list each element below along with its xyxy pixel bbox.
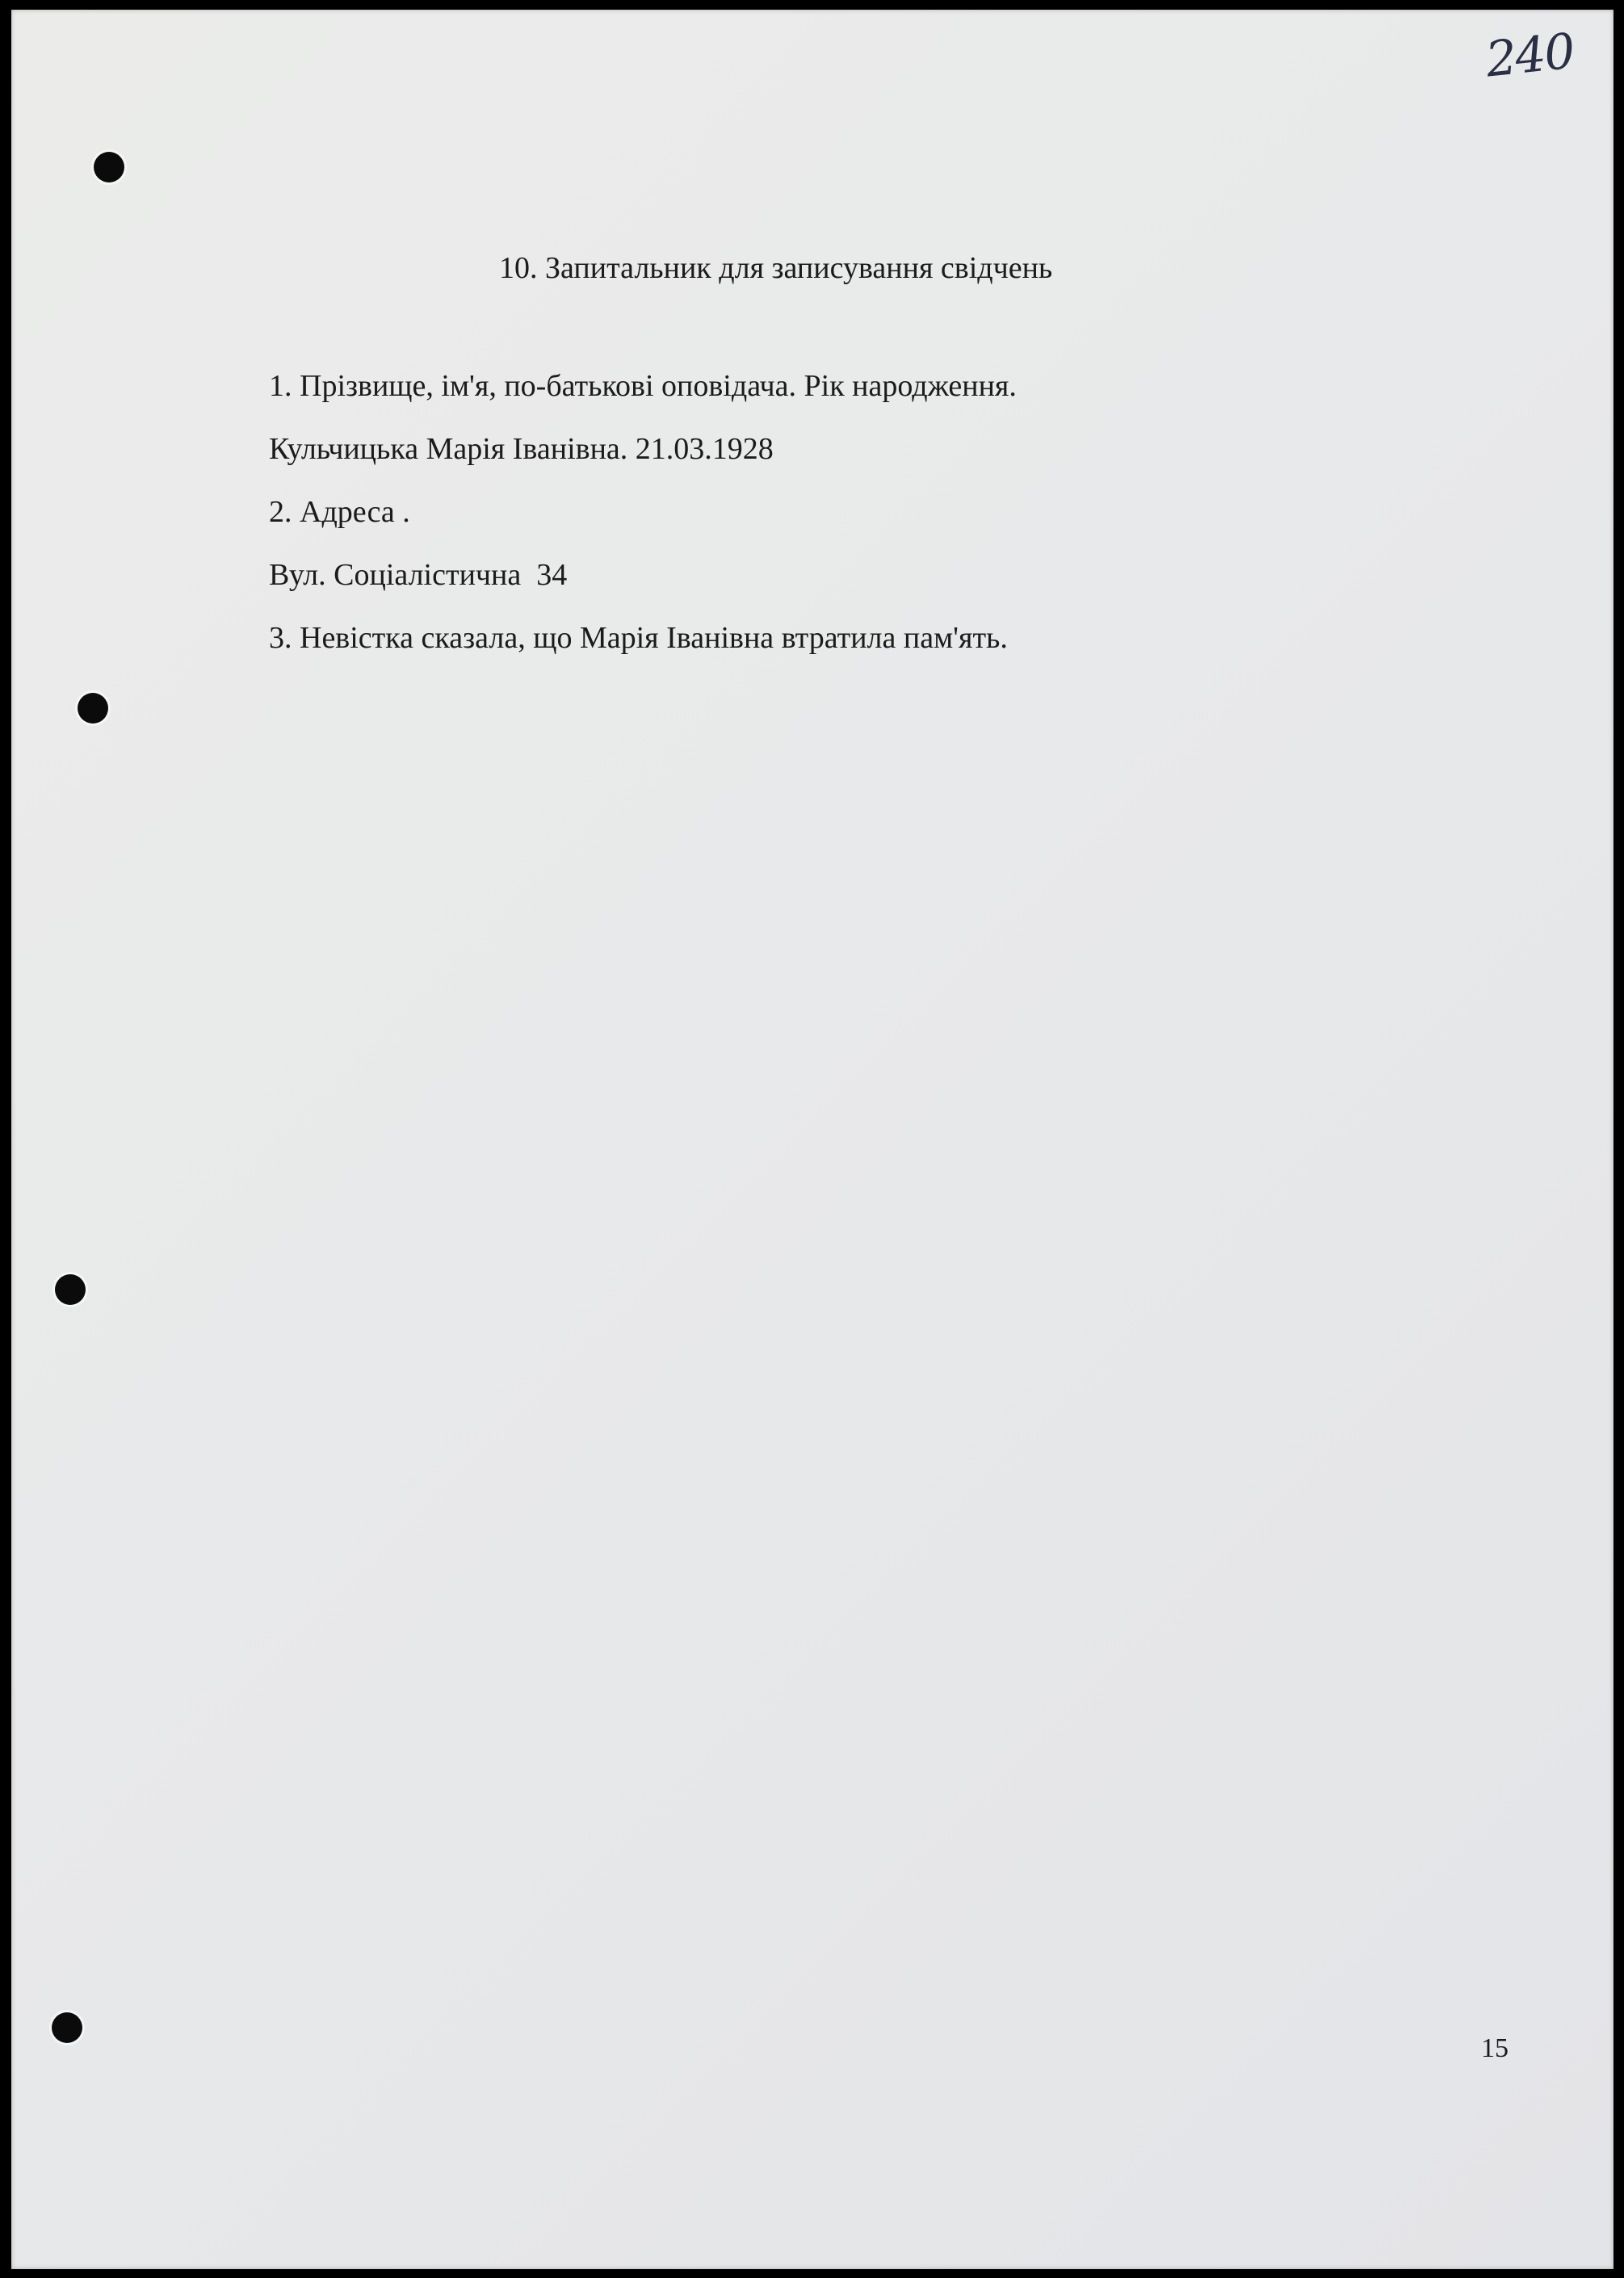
page-number: 15 — [1481, 2033, 1509, 2063]
question-2-text: 2. Адреса . — [269, 495, 410, 529]
punch-hole-1 — [94, 152, 124, 182]
paper-sheet — [11, 10, 1614, 2269]
punch-hole-3 — [55, 1274, 86, 1305]
question-3-text: 3. Невістка сказала, що Марія Іванівна втратила пам'ять. — [269, 621, 1008, 655]
answer-1-text: Кульчицька Марія Іванівна. 21.03.1928 — [269, 432, 774, 466]
question-1-text: 1. Прізвище, ім'я, по-батькові оповідача. Рік народження. — [269, 369, 1017, 403]
punch-hole-2 — [78, 693, 108, 724]
document-title: 10. Запитальник для записування свідчень — [499, 251, 1053, 285]
answer-2-text: Вул. Соціалістична 34 — [269, 558, 568, 592]
handwritten-archive-number: 240 — [1483, 23, 1576, 89]
punch-hole-4 — [52, 2012, 82, 2043]
